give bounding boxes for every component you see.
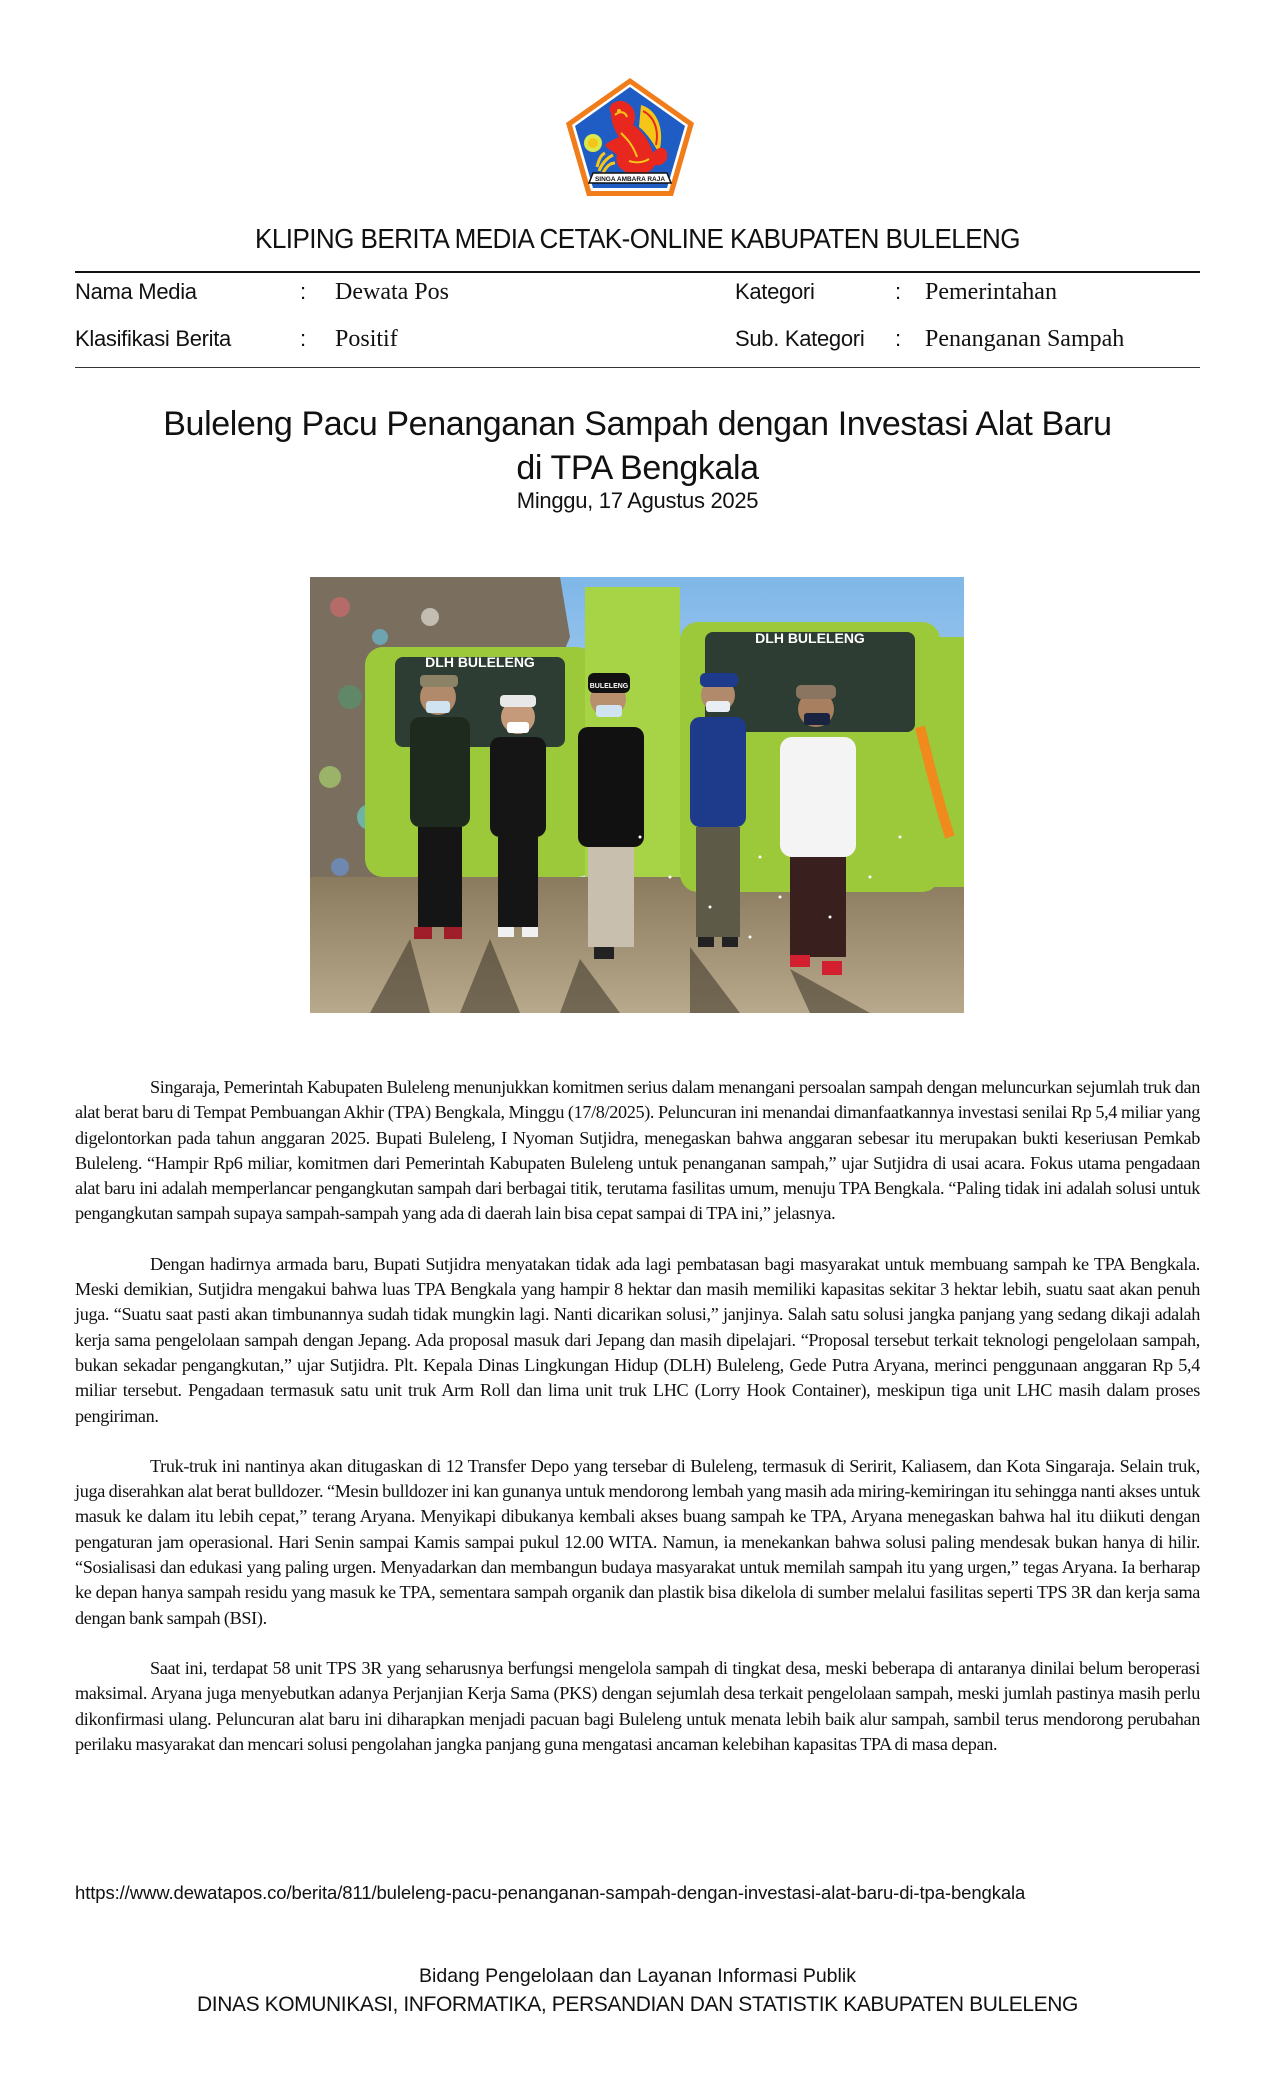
- truck-label-right: DLH BULELENG: [755, 630, 865, 646]
- singa-ambara-raja-crest-icon: [563, 75, 697, 199]
- truck-label-left: DLH BULELENG: [425, 654, 535, 670]
- classification-value: Positif: [335, 326, 398, 352]
- subcategory-label: Sub. Kategori: [735, 326, 865, 351]
- footer-agency: DINAS KOMUNIKASI, INFORMATIKA, PERSANDIAN DAN STATISTIK KABUPATEN BULELENG: [197, 1993, 1078, 2016]
- header-rule-top: [75, 271, 1200, 273]
- article-date: Minggu, 17 Agustus 2025: [516, 488, 759, 513]
- category-value: Pemerintahan: [925, 279, 1057, 305]
- source-url-link[interactable]: https://www.dewatapos.co/berita/811/buleleng-pacu-penanganan-sampah-dengan-investasi-alat-baru-di-tpa-bengkala: [75, 1882, 1026, 1903]
- media-name-label: Nama Media: [75, 279, 197, 304]
- header-rule-bottom: [75, 367, 1200, 368]
- subcategory-value: Penanganan Sampah: [925, 326, 1125, 352]
- kabupaten-buleleng-logo: [563, 75, 697, 199]
- footer-division: Bidang Pengelolaan dan Layanan Informasi Publik: [419, 1965, 856, 1987]
- classification-label: Klasifikasi Berita: [75, 326, 231, 351]
- headline-line-1: Buleleng Pacu Penanganan Sampah dengan Investasi Alat Baru: [163, 405, 1112, 443]
- headline-line-2: di TPA Bengkala: [516, 449, 759, 487]
- article-headline: [100, 402, 1175, 490]
- photo-illustration: [310, 577, 964, 1013]
- clipping-title: KLIPING BERITA MEDIA CETAK-ONLINE KABUPATEN BULELENG: [255, 223, 1020, 254]
- category-label: Kategori: [735, 279, 815, 304]
- article-paragraph-4: Saat ini, terdapat 58 unit TPS 3R yang seharusnya berfungsi mengelola sampah di tingkat desa, meski beberapa di antaranya dinilai belum beroperasi maksimal. Aryana juga menyebutkan adanya Perjanjian Kerja Sama (PKS) dengan sejumlah desa terkait pengelolaan sampah, meski jumlah pastinya masih perlu dikonfirmasi ulang. Peluncuran alat baru ini diharapkan menjadi pacuan bagi Buleleng untuk menata lebih baik alur sampah, sambil terus mendorong perubahan perilaku masyarakat dan mencari solusi pengolahan jangka panjang guna mengatasi ancaman kelebihan kapasitas TPA di masa depan.: [75, 1657, 1200, 1754]
- article-paragraph-3: Truk-truk ini nantinya akan ditugaskan di 12 Transfer Depo yang tersebar di Buleleng, termasuk di Seririt, Kaliasem, dan Kota Singaraja. Selain truk, juga diserahkan alat berat bulldozer. “Mesin bulldozer ini kan gunanya untuk mendorong lembah yang masih ada miring-kemiringan itu sehingga nanti akses untuk masuk ke dalam itu lebih cepat,” terang Aryana. Menyikapi dibukanya kembali akses buang sampah ke TPA, Aryana menegaskan bahwa hal itu diikuti dengan pengaturan jam operasional. Hari Senin sampai Kamis sampai pukul 12.00 WITA. Namun, ia menekankan bahwa solusi paling mendesak bukan hanya di hilir. “Sosialisasi dan edukasi yang paling urgen. Menyadarkan dan membangun budaya masyarakat untuk memilah sampah itu yang urgen,” tegas Aryana. Ia berharap ke depan hanya sampah residu yang masuk ke TPA, sementara sampah organik dan plastik bisa dikelola di sumber melalui fasilitas seperti TPS 3R dan kerja sama dengan bank sampah (BSI).: [75, 1455, 1200, 1628]
- article-body: [75, 1075, 1200, 1782]
- subcategory-colon: :: [895, 326, 902, 351]
- media-name-colon: :: [300, 279, 307, 304]
- category-colon: :: [895, 279, 902, 304]
- cap-text: BULELENG: [589, 683, 629, 690]
- logo-motto: SINGA AMBARA RAJA: [594, 176, 666, 183]
- classification-colon: :: [300, 326, 307, 351]
- article-photo: [310, 577, 964, 1013]
- article-paragraph-2: Dengan hadirnya armada baru, Bupati Sutjidra menyatakan tidak ada lagi pembatasan bagi masyarakat untuk membuang sampah ke TPA Bengkala. Meski demikian, Sutjidra mengakui bahwa luas TPA Bengkala yang hampir 8 hektar dan masih memiliki kapasitas sekitar 3 hektar lebih, suatu saat akan penuh juga. “Suatu saat pasti akan timbunannya sudah tidak mungkin lagi. Nanti dicarikan solusi,” janjinya. Salah satu solusi jangka panjang yang sedang dikaji adalah kerja sama pengelolaan sampah dengan Jepang. Ada proposal masuk dari Jepang dan masih dipelajari. “Proposal tersebut terkait teknologi pengelolaan sampah, bukan sekadar pengangkutan,” ujar Sutjidra. Plt. Kepala Dinas Lingkungan Hidup (DLH) Buleleng, Gede Putra Aryana, merinci penggunaan anggaran Rp 5,4 miliar tersebut. Pengadaan termasuk satu unit truk Arm Roll dan lima unit truk LHC (Lorry Hook Container), meskipun tiga unit LHC masih dalam proses pengiriman.: [75, 1253, 1200, 1426]
- media-name-value: Dewata Pos: [335, 279, 449, 305]
- article-paragraph-1: Singaraja, Pemerintah Kabupaten Buleleng menunjukkan komitmen serius dalam menangani persoalan sampah dengan meluncurkan sejumlah truk dan alat berat baru di Tempat Pembuangan Akhir (TPA) Bengkala, Minggu (17/8/2025). Peluncuran ini menandai dimanfaatkannya investasi senilai Rp 5,4 miliar yang digelontorkan pada tahun anggaran 2025. Bupati Buleleng, I Nyoman Sutjidra, menegaskan bahwa anggaran sebesar itu merupakan bukti keseriusan Pemkab Buleleng. “Hampir Rp6 miliar, komitmen dari Pemerintah Kabupaten Buleleng untuk penanganan sampah,” ujar Sutjidra di usai acara. Fokus utama pengadaan alat baru ini adalah memperlancar pengangkutan sampah dari berbagai titik, terutama fasilitas umum, menuju TPA Bengkala. “Paling tidak ini adalah solusi untuk pengangkutan sampah supaya sampah-sampah yang ada di daerah lain bisa cepat sampai di TPA ini,” jelasnya.: [75, 1077, 1200, 1224]
